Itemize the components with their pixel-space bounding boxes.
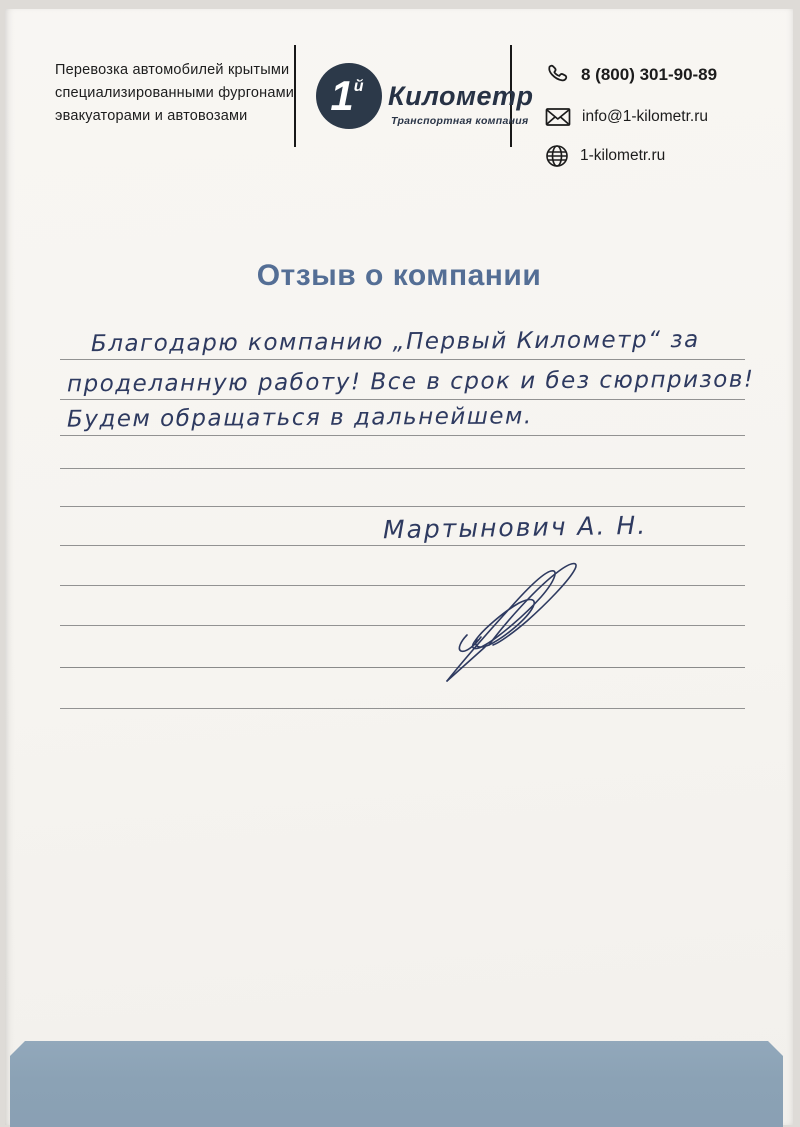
handwritten-line: Будем обращаться в дальнейшем. [66,403,533,433]
ruled-line [60,359,745,360]
company-name: Километр [388,81,534,111]
tagline-line: Перевозка автомобилей крытыми [55,62,290,78]
ruled-line [60,708,745,709]
ruled-line [60,625,745,626]
company-subtitle: Транспортная компания [391,115,529,127]
tagline-line: специализированными фургонами [55,85,295,101]
ruled-line [60,468,745,469]
ruled-line [60,435,745,436]
page-title: Отзыв о компании [256,259,542,292]
header-divider-left [294,45,296,147]
globe-icon [545,144,569,168]
company-tagline [55,59,305,128]
logo-digit: 1 [330,72,354,119]
phone-number: 8 (800) 301-90-89 [581,64,718,84]
signature-scribble [433,557,593,692]
ruled-line [60,399,745,400]
phone-icon [543,60,571,88]
website-row [545,144,665,168]
company-logo-icon [316,63,382,129]
website-url: 1-kilometr.ru [580,147,666,164]
ruled-line [60,545,745,546]
phone-row [545,62,717,87]
handwritten-line: Благодарю компанию „Первый Километр“ за [90,326,700,358]
email-icon [545,107,571,127]
paper-sheet [5,9,793,1125]
ruled-line [60,585,745,586]
footer-band [10,1041,783,1127]
logo-letter: й [353,78,364,95]
ruled-line [60,667,745,668]
tagline-line: эвакуаторами и автовозами [55,108,248,124]
ruled-line [60,506,745,507]
email-address: info@1-kilometr.ru [582,108,708,125]
handwritten-line: проделанную работу! Все в срок и без сюрпризов! [66,366,755,398]
email-row [545,107,708,127]
signature-name: Мартынович А. Н. [382,510,648,545]
